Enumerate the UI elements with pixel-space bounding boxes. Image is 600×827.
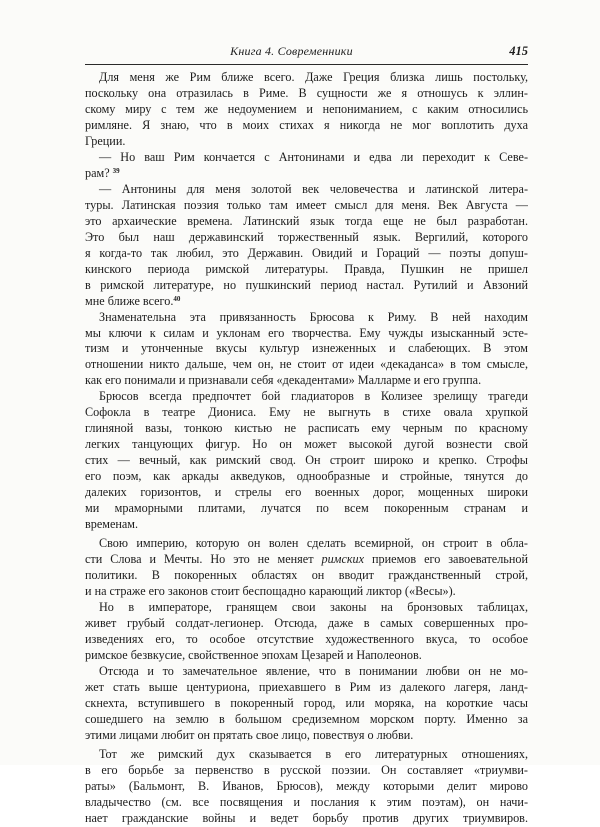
text-line: как его понимали и признавали себя «декадентами» Малларме и его группа.: [85, 373, 482, 388]
text-line: Это был наш державинский торжественный язык. Вергилий, которого: [85, 229, 528, 244]
page-body: [85, 70, 528, 827]
text-line: я когда-то так любил, это Державин. Овидий и Гораций — поэты допуш-: [85, 245, 528, 260]
emphasized-word: римских: [321, 552, 365, 567]
text-line: Свою империю, которую он волен сделать всемирной, он строит в обла-: [99, 536, 528, 551]
text-line: это архаические времена. Латинский язык тогда еще не был разработан.: [85, 213, 528, 228]
text-line: скнехта, вступившего в покоренный город, или моряка, на короткие часы: [85, 695, 528, 710]
page-number: 415: [509, 44, 528, 58]
text-line: отношении никто дальше, чем он, не стоит от идеи «декаданса» в том смысле,: [85, 357, 528, 372]
text-fragment: рам?: [85, 165, 110, 180]
text-line: Брюсов всегда предпочтет бой гладиаторов в Колизее зрелищу трагеди: [99, 389, 528, 404]
text-line: сти Слова и Мечты. Но это не меняет римских приемов его завоевательной: [85, 552, 528, 567]
text-line: Знаменательна эта привязанность Брюсова к Риму. В ней находим: [99, 309, 528, 324]
text-line: скому миру с тем же недоумением и непониманием, с каким относились: [85, 101, 528, 116]
text-line: стих — вечный, как римский свод. Он строит широко и крепко. Строфы: [85, 453, 528, 468]
text-line: Для меня же Рим ближе всего. Даже Греция близка лишь постольку,: [99, 70, 528, 84]
text-line: сошедшего на землю в большом средиземном морском порту. Именно за: [85, 711, 528, 726]
text-line: и на страже его законов стоит беспощадно карающий ликтор («Весы»).: [85, 584, 456, 598]
text-line: далеких горизонтов, и стрелы его военных дорог, мощенных широки: [85, 485, 528, 500]
page-header: [85, 44, 528, 64]
text-line-with-footnote: [85, 166, 528, 182]
text-line: жет стать выше центуриона, приехавшего в Рим из далекого лагеря, ланд-: [85, 679, 528, 694]
text-line: временам.: [85, 517, 139, 532]
text-line: глиняной вазы, тонкою кистью не расписать ему черным по красному: [85, 421, 528, 436]
text-line: политики. В покоренных областях он вводит гражданственный строй,: [85, 568, 528, 583]
text-line: тизм и утонченные вкусы культур изнеженных и слабеющих. В этом: [85, 341, 528, 356]
text-line: — Но ваш Рим кончается с Антонинами и едва ли переходит к Севе-: [99, 149, 528, 164]
text-line: раты» (Бальмонт, В. Иванов, Брюсов), между которыми делит мирово: [85, 778, 528, 793]
text-line: его поэм, как аркады акведуков, однообразные и стройные, тянутся до: [85, 469, 528, 484]
text-line: этими лицами любит он прятать свое лицо, повествуя о любви.: [85, 727, 414, 742]
header-rule: [85, 64, 528, 65]
text-line: поскольку она отразилась в Риме. В сущности же я отношусь к эллин-: [85, 85, 528, 100]
text-line: кинского периода римской литературы. Правда, Пушкин не пришел: [85, 261, 528, 276]
text-line: в римской литературе, но пушкинский период настал. Рутилий и Авзоний: [85, 277, 528, 292]
text-line: туры. Латинская поэзия только там имеет смысл для меня. Век Августа —: [85, 197, 528, 212]
text-line: в его борьбе за первенство в русской поэзии. Он составляет «триумви-: [85, 762, 528, 777]
text-line: мы ключи к силам и уклонам его творчества. Ему чужды изысканный эсте-: [85, 325, 528, 340]
text-line: легких танцующих фигур. Но он может высокой дугой вознести свой: [85, 437, 528, 452]
text-line-with-footnote: [85, 294, 528, 310]
text-line: Отсюда и то замечательное явление, что в понимании любви он не мо-: [99, 663, 528, 678]
text-line: нает гражданские войны и ведет борьбу против других триумвиров.: [85, 810, 528, 825]
text-fragment: мне ближе всего.: [85, 293, 174, 308]
text-line: римляне. Я знаю, что в моих стихах я никогда не мог воплотить духа: [85, 117, 528, 132]
text-line: ми мраморными плитами, лучатся по всем покоренным странам и: [85, 501, 528, 516]
footnote-marker: 39: [112, 166, 120, 175]
text-line: — Антонины для меня золотой век человечества и латинской литера-: [99, 181, 528, 196]
text-line: изведениях его, то особое отсутствие художественного вкуса, то особое: [85, 631, 528, 646]
footnote-marker: 40: [173, 294, 181, 303]
text-line: Тот же римский дух сказывается в его литературных отношениях,: [99, 746, 528, 761]
text-line: владычество (см. все посвящения и послания к этим поэтам), он начи-: [85, 794, 528, 809]
running-title: Книга 4. Современники: [230, 44, 353, 58]
text-line: Софокла в театре Диониса. Ему не выгнуть в стихе овала хрупкой: [85, 405, 528, 420]
text-line: римское безвкусие, свойственное эпохам Цезарей и Наполеонов.: [85, 647, 422, 662]
text-line: Но в императоре, гранящем свои законы на бронзовых таблицах,: [99, 599, 528, 614]
text-line: живет грубый солдат-легионер. Отсюда, даже в самых совершенных про-: [85, 615, 528, 630]
text-line: Греции.: [85, 133, 126, 148]
